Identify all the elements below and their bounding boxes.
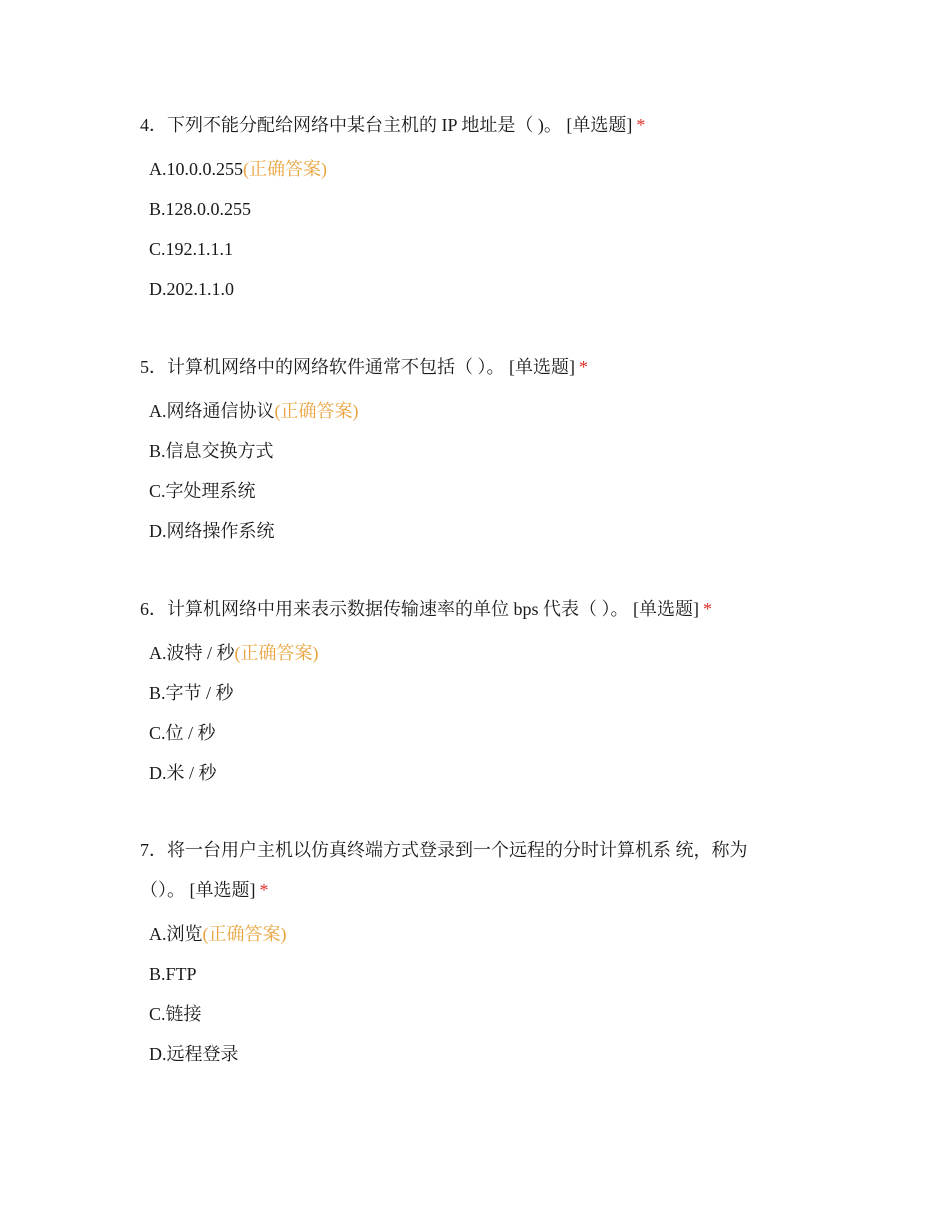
option-b[interactable]: [149, 954, 780, 994]
correct-answer-mark: (正确答案): [243, 159, 327, 179]
option-b[interactable]: [149, 189, 780, 229]
question-number: 7．: [140, 840, 167, 860]
option-a[interactable]: [149, 633, 780, 673]
option-b[interactable]: [149, 673, 780, 713]
option-label: A.浏览: [149, 924, 203, 944]
option-d[interactable]: [149, 511, 780, 551]
correct-answer-mark: (正确答案): [234, 643, 319, 663]
option-c[interactable]: [149, 471, 780, 511]
option-label: A.网络通信协议: [149, 401, 275, 421]
option-c[interactable]: [149, 229, 780, 269]
option-list: [140, 633, 780, 793]
question-text: 计算机网络中用来表示数据传输速率的单位 bps 代表（ ）。: [167, 599, 629, 619]
option-c[interactable]: [149, 994, 780, 1034]
option-label: B.字节 / 秒: [149, 683, 234, 703]
question-4: [140, 105, 780, 309]
option-list: [140, 914, 780, 1074]
option-label: B.FTP: [149, 964, 197, 984]
option-label: D.远程登录: [149, 1044, 239, 1064]
option-b[interactable]: [149, 431, 780, 471]
question-number: 5．: [140, 357, 167, 377]
question-number: 6．: [140, 599, 167, 619]
question-7: [140, 830, 780, 1074]
option-label: A.10.0.0.255: [149, 159, 243, 179]
question-title: [140, 347, 780, 387]
question-type-tag: [单选题]: [566, 115, 633, 135]
option-label: A.波特 / 秒: [149, 643, 235, 663]
question-type-tag: [单选题]: [509, 357, 575, 377]
required-mark: *: [579, 357, 588, 377]
option-d[interactable]: [149, 269, 780, 309]
option-label: D.202.1.1.0: [149, 279, 234, 299]
option-label: C.192.1.1.1: [149, 239, 234, 259]
correct-answer-mark: (正确答案): [202, 924, 287, 944]
question-number: 4．: [140, 115, 167, 135]
question-text: 计算机网络中的网络软件通常不包括（ ）。: [167, 357, 505, 377]
question-title: [140, 105, 780, 145]
option-d[interactable]: [149, 753, 780, 793]
question-text: 将一台用户主机以仿真终端方式登录到一个远程的分时计算机系 统，称为（）。: [140, 840, 748, 900]
required-mark: *: [703, 599, 713, 619]
option-label: C.链接: [149, 1004, 202, 1024]
option-label: C.位 / 秒: [149, 723, 216, 743]
option-list: [140, 391, 780, 551]
question-6: [140, 589, 780, 793]
option-label: B.128.0.0.255: [149, 199, 252, 219]
option-label: D.网络操作系统: [149, 521, 275, 541]
question-5: [140, 347, 780, 551]
question-type-tag: [单选题]: [189, 880, 256, 900]
required-mark: *: [259, 880, 269, 900]
option-list: [140, 149, 780, 309]
option-c[interactable]: [149, 713, 780, 753]
correct-answer-mark: (正确答案): [274, 401, 359, 421]
option-a[interactable]: [149, 914, 780, 954]
question-text: 下列不能分配给网络中某台主机的 IP 地址是（ )。: [167, 115, 562, 135]
option-a[interactable]: [149, 149, 780, 189]
option-label: D.米 / 秒: [149, 763, 217, 783]
option-label: B.信息交换方式: [149, 441, 274, 461]
option-d[interactable]: [149, 1034, 780, 1074]
question-title: [140, 830, 780, 910]
option-label: C.字处理系统: [149, 481, 256, 501]
question-title: [140, 589, 780, 629]
question-type-tag: [单选题]: [633, 599, 700, 619]
option-a[interactable]: [149, 391, 780, 431]
required-mark: *: [636, 115, 646, 135]
